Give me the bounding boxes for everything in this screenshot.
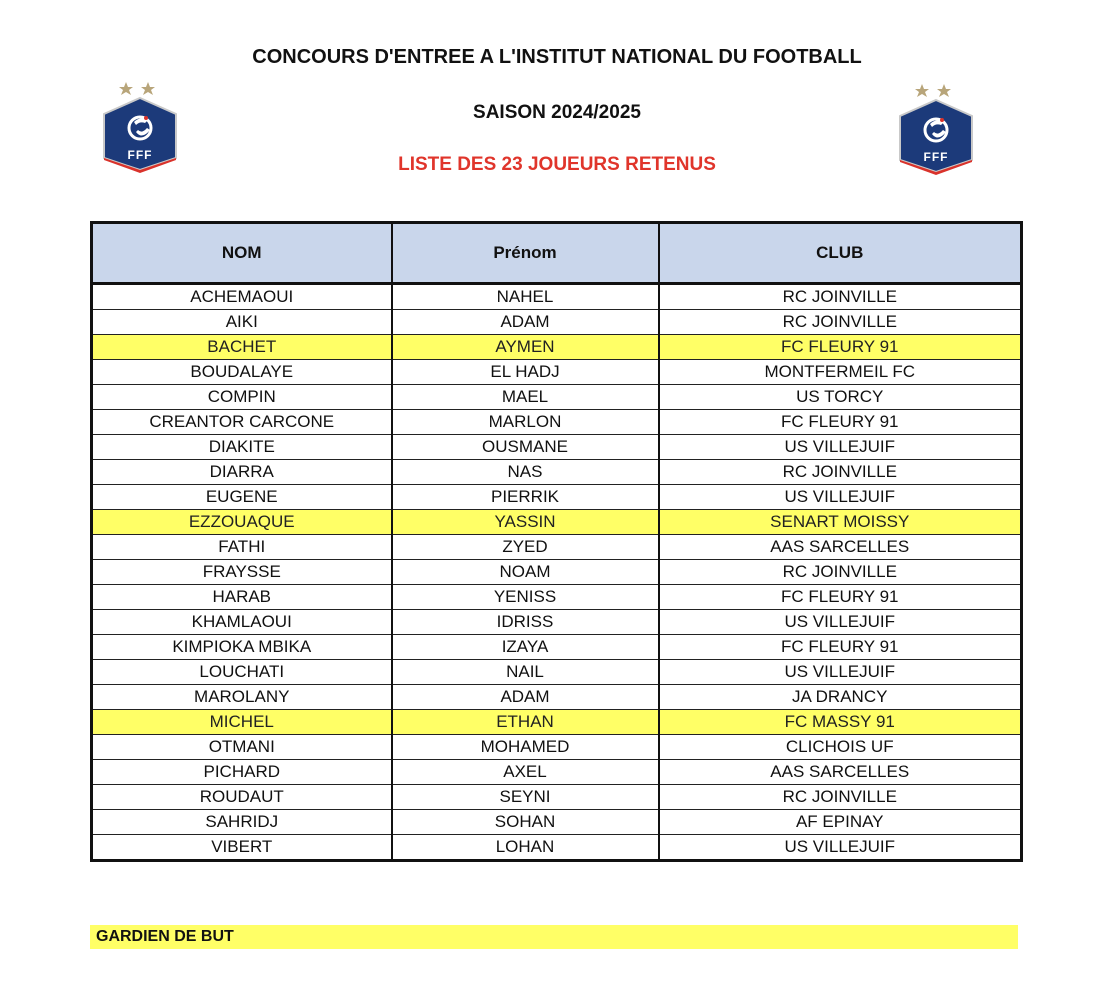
player-first-name: NAHEL: [392, 284, 659, 310]
table-row: [92, 560, 1022, 585]
player-club: MONTFERMEIL FC: [659, 360, 1022, 385]
player-last-name: CREANTOR CARCONE: [92, 410, 392, 435]
player-first-name: NOAM: [392, 560, 659, 585]
player-last-name: COMPIN: [92, 385, 392, 410]
table-row: [92, 760, 1022, 785]
list-title: LISTE DES 23 JOUEURS RETENUS: [398, 154, 716, 175]
table-row: [92, 535, 1022, 560]
player-club: RC JOINVILLE: [659, 284, 1022, 310]
player-last-name: BACHET: [92, 335, 392, 360]
table-row: [92, 335, 1022, 360]
table-row: [92, 460, 1022, 485]
player-last-name: KIMPIOKA MBIKA: [92, 635, 392, 660]
player-last-name: EZZOUAQUE: [92, 510, 392, 535]
player-club: US VILLEJUIF: [659, 485, 1022, 510]
player-first-name: MOHAMED: [392, 735, 659, 760]
player-club: US TORCY: [659, 385, 1022, 410]
player-last-name: KHAMLAOUI: [92, 610, 392, 635]
player-last-name: FRAYSSE: [92, 560, 392, 585]
player-last-name: ACHEMAOUI: [92, 284, 392, 310]
player-club: CLICHOIS UF: [659, 735, 1022, 760]
player-first-name: YASSIN: [392, 510, 659, 535]
goalkeeper-legend: GARDIEN DE BUT: [90, 925, 1018, 949]
player-club: US VILLEJUIF: [659, 610, 1022, 635]
players-table: [90, 221, 1023, 862]
table-row: [92, 485, 1022, 510]
table-row: [92, 284, 1022, 310]
table-row: [92, 610, 1022, 635]
player-first-name: EL HADJ: [392, 360, 659, 385]
table-row: [92, 710, 1022, 735]
player-first-name: NAS: [392, 460, 659, 485]
player-last-name: VIBERT: [92, 835, 392, 861]
column-header-prenom: Prénom: [392, 223, 659, 284]
table-row: [92, 660, 1022, 685]
player-club: US VILLEJUIF: [659, 660, 1022, 685]
player-first-name: SEYNI: [392, 785, 659, 810]
player-last-name: DIARRA: [92, 460, 392, 485]
players-table-body: [92, 284, 1022, 861]
player-club: AAS SARCELLES: [659, 760, 1022, 785]
table-row: [92, 385, 1022, 410]
player-last-name: PICHARD: [92, 760, 392, 785]
player-club: RC JOINVILLE: [659, 560, 1022, 585]
player-club: JA DRANCY: [659, 685, 1022, 710]
table-row: [92, 585, 1022, 610]
player-club: FC FLEURY 91: [659, 635, 1022, 660]
player-first-name: ZYED: [392, 535, 659, 560]
table-row: [92, 810, 1022, 835]
column-header-nom: NOM: [92, 223, 392, 284]
player-first-name: LOHAN: [392, 835, 659, 861]
fff-crest-icon: [896, 72, 976, 182]
player-club: RC JOINVILLE: [659, 310, 1022, 335]
player-first-name: IZAYA: [392, 635, 659, 660]
player-first-name: NAIL: [392, 660, 659, 685]
table-row: [92, 785, 1022, 810]
fff-crest-icon: [100, 70, 180, 180]
player-first-name: ADAM: [392, 685, 659, 710]
table-row: [92, 435, 1022, 460]
fff-logo-right: [896, 72, 976, 182]
player-last-name: BOUDALAYE: [92, 360, 392, 385]
player-last-name: FATHI: [92, 535, 392, 560]
table-row: [92, 685, 1022, 710]
player-club: US VILLEJUIF: [659, 435, 1022, 460]
player-club: FC MASSY 91: [659, 710, 1022, 735]
player-last-name: ROUDAUT: [92, 785, 392, 810]
player-last-name: HARAB: [92, 585, 392, 610]
player-last-name: MICHEL: [92, 710, 392, 735]
player-club: AF EPINAY: [659, 810, 1022, 835]
player-first-name: AXEL: [392, 760, 659, 785]
page-title: CONCOURS D'ENTREE A L'INSTITUT NATIONAL DU FOOTBALL: [252, 46, 862, 68]
table-row: [92, 635, 1022, 660]
player-last-name: MAROLANY: [92, 685, 392, 710]
player-first-name: ADAM: [392, 310, 659, 335]
season-label: SAISON 2024/2025: [473, 102, 641, 123]
player-club: US VILLEJUIF: [659, 835, 1022, 861]
player-first-name: YENISS: [392, 585, 659, 610]
player-first-name: PIERRIK: [392, 485, 659, 510]
player-last-name: AIKI: [92, 310, 392, 335]
player-club: AAS SARCELLES: [659, 535, 1022, 560]
table-header-row: [92, 223, 1022, 284]
player-last-name: DIAKITE: [92, 435, 392, 460]
player-last-name: LOUCHATI: [92, 660, 392, 685]
player-first-name: ETHAN: [392, 710, 659, 735]
player-last-name: SAHRIDJ: [92, 810, 392, 835]
player-first-name: OUSMANE: [392, 435, 659, 460]
column-header-club: CLUB: [659, 223, 1022, 284]
table-row: [92, 360, 1022, 385]
player-club: RC JOINVILLE: [659, 460, 1022, 485]
player-first-name: MARLON: [392, 410, 659, 435]
fff-logo-text: FFF: [127, 148, 153, 162]
table-row: [92, 835, 1022, 861]
player-club: FC FLEURY 91: [659, 585, 1022, 610]
table-row: [92, 510, 1022, 535]
player-first-name: SOHAN: [392, 810, 659, 835]
player-first-name: MAEL: [392, 385, 659, 410]
table-row: [92, 735, 1022, 760]
player-first-name: AYMEN: [392, 335, 659, 360]
player-club: FC FLEURY 91: [659, 410, 1022, 435]
player-first-name: IDRISS: [392, 610, 659, 635]
player-club: RC JOINVILLE: [659, 785, 1022, 810]
player-last-name: OTMANI: [92, 735, 392, 760]
fff-logo-left: [100, 70, 180, 180]
player-last-name: EUGENE: [92, 485, 392, 510]
player-club: SENART MOISSY: [659, 510, 1022, 535]
table-row: [92, 410, 1022, 435]
player-club: FC FLEURY 91: [659, 335, 1022, 360]
table-row: [92, 310, 1022, 335]
fff-logo-text: FFF: [923, 150, 949, 164]
